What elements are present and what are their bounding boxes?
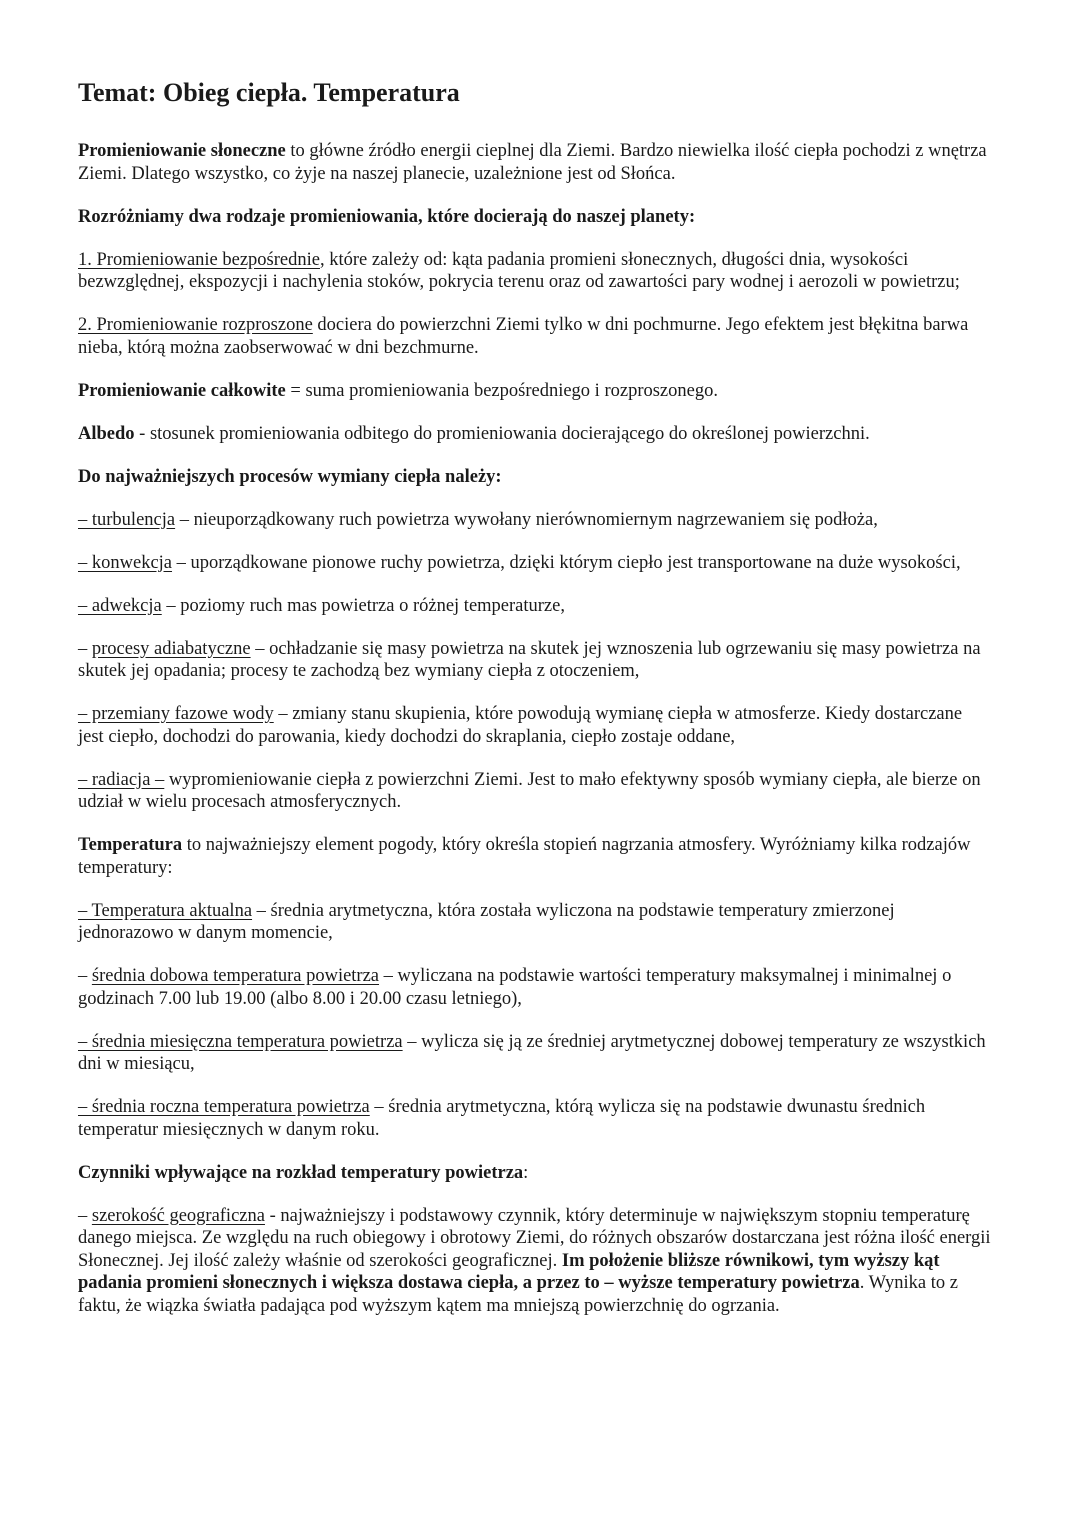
temp-type-daily: – średnia dobowa temperatura powietrza – wyliczana na podstawie wartości temperatury maksymalnej i minimalnej o godzinach 7.00 lub 19.00 (albo 8.00 i 20.00 czasu letniego), bbox=[78, 966, 952, 1009]
process-advection: – adwekcja – poziomy ruch mas powietrza o różnej temperaturze, bbox=[78, 595, 565, 616]
diffuse-radiation-term: 2. Promieniowanie rozproszone bbox=[78, 315, 313, 335]
factors-heading: Czynniki wpływające na rozkład temperatury powietrza: bbox=[78, 1162, 529, 1183]
direct-radiation-paragraph: 1. Promieniowanie bezpośrednie, które zależy od: kąta padania promieni słonecznych, długości dnia, wysokości bezwzględnej, ekspozycji i nachylenia stoków, pokrycia terenu oraz od zawartości pary wodnej i aerozoli w powietrzu; bbox=[78, 249, 960, 292]
temp-type-annual: – średnia roczna temperatura powietrza – średnia arytmetyczna, którą wylicza się na podstawie dwunastu średnich temperatur miesięcznych w danym roku. bbox=[78, 1097, 926, 1140]
direct-radiation-term: 1. Promieniowanie bezpośrednie bbox=[78, 249, 320, 270]
process-turbulence: – turbulencja – nieuporządkowany ruch powietrza wywołany nierównomiernym nagrzewaniem się podłoża, bbox=[78, 509, 878, 530]
processes-heading: Do najważniejszych procesów wymiany ciepła należy: bbox=[78, 466, 502, 487]
radiation-types-heading: Rozróżniamy dwa rodzaje promieniowania, które docierają do naszej planety: bbox=[78, 206, 696, 227]
temp-type-monthly: – średnia miesięczna temperatura powietrza – wylicza się ją ze średniej arytmetycznej dobowej temperatury ze wszystkich dni w miesiącu, bbox=[78, 1031, 986, 1074]
process-phase-changes: – przemiany fazowe wody – zmiany stanu skupienia, które powodują wymianę ciepła w atmosferze. Kiedy dostarczane jest ciepło, dochodzi do parowania, kiedy dochodzi do skraplania, ciepło zostaje oddane, bbox=[78, 704, 963, 747]
factor-latitude: – szerokość geograficzna - najważniejszy i podstawowy czynnik, który determinuje w największym stopniu temperaturę danego miejsca. Ze względu na ruch obiegowy i obrotowy Ziemi, do różnych obszarów dostarczana jest różna ilość energii Słonecznej. Jej ilość zależy właśnie od szerokości geograficznej. Im położenie bliższe równikowi, tym wyższy kąt padania promieni słonecznych i większa dostawa ciepła, a przez to – wyższe temperatury powietrza. Wynika to z faktu, że wiązka światła padająca pod wyższym kątem ma mniejszą powierzchnię do ogrzania. bbox=[78, 1205, 991, 1316]
process-convection: – konwekcja – uporządkowane pionowe ruchy powietrza, dzięki którym ciepło jest transportowane na duże wysokości, bbox=[78, 552, 961, 573]
intro-text: to główne źródło energii cieplnej dla Ziemi. Bardzo niewielka ilość ciepła pochodzi z wnętrza Ziemi. Dlatego wszystko, co żyje na naszej planecie, uzależnione jest od Słońca. bbox=[78, 141, 987, 184]
process-radiation: – radiacja – wypromieniowanie ciepła z powierzchni Ziemi. Jest to mało efektywny sposób wymiany ciepła, ale bierze on udział w wielu procesach atmosferycznych. bbox=[78, 769, 981, 812]
page-title: Temat: Obieg ciepła. Temperatura bbox=[78, 78, 460, 107]
temperature-paragraph: Temperatura to najważniejszy element pogody, który określa stopień nagrzania atmosfery. Wyróżniamy kilka rodzajów temperatury: bbox=[78, 835, 971, 878]
diffuse-radiation-paragraph: 2. Promieniowanie rozproszone dociera do powierzchni Ziemi tylko w dni pochmurne. Jego efektem jest błękitna barwa nieba, którą można zaobserwować w dni bezchmurne. bbox=[78, 315, 969, 358]
total-radiation-paragraph: Promieniowanie całkowite = suma promieniowania bezpośredniego i rozproszonego. bbox=[78, 380, 718, 401]
process-adiabatic: – procesy adiabatyczne – ochładzanie się masy powietrza na skutek jej wznoszenia lub ogrzewaniu się masy powietrza na skutek jej opadania; procesy te zachodzą bez wymiany ciepła z otoczeniem, bbox=[78, 638, 981, 681]
albedo-paragraph: Albedo - stosunek promieniowania odbitego do promieniowania docierającego do określonej powierzchni. bbox=[78, 423, 870, 444]
temp-type-current: – Temperatura aktualna – średnia arytmetyczna, która została wyliczona na podstawie temperatury zmierzonej jednorazowo w danym momencie, bbox=[78, 900, 895, 943]
intro-paragraph bbox=[78, 140, 992, 185]
intro-term: Promieniowanie słoneczne bbox=[78, 141, 286, 161]
